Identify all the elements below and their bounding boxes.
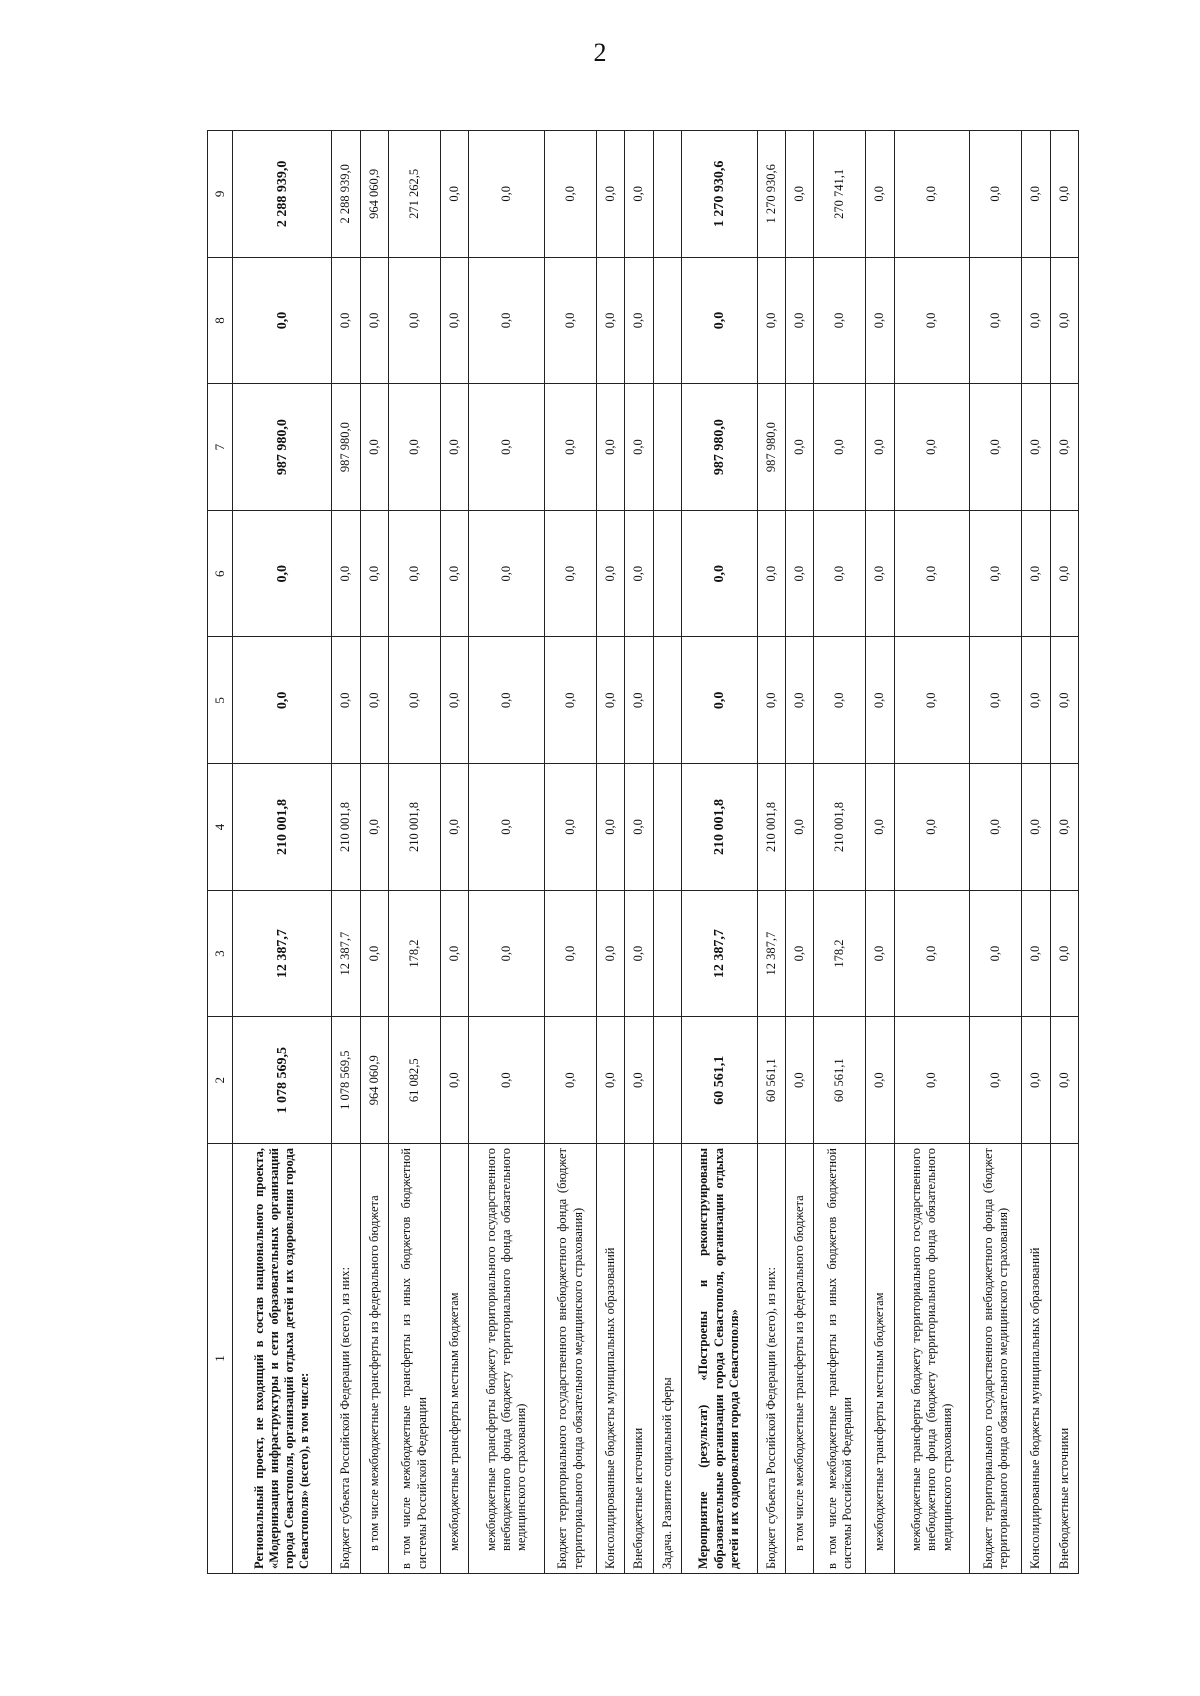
value-cell: 0,0 <box>360 257 388 384</box>
value-cell: 0,0 <box>469 1017 545 1144</box>
table-row <box>332 131 360 1574</box>
value-cell: 0,0 <box>894 890 970 1017</box>
value-cell: 210 001,8 <box>814 764 866 891</box>
value-cell: 0,0 <box>970 637 1022 764</box>
value-cell: 0,0 <box>866 1017 894 1144</box>
value-cell: 0,0 <box>469 257 545 384</box>
value-cell: 0,0 <box>233 510 332 637</box>
value-cell: 210 001,8 <box>233 764 332 891</box>
value-cell: 0,0 <box>1022 131 1050 258</box>
row-label: Задача. Развитие социальной сферы <box>653 1144 681 1574</box>
value-cell: 0,0 <box>866 890 894 1017</box>
value-cell: 12 387,7 <box>757 890 785 1017</box>
value-cell: 0,0 <box>625 890 653 1017</box>
row-label: Бюджет субъекта Российской Федерации (всего), из них: <box>332 1144 360 1574</box>
value-cell: 987 980,0 <box>757 384 785 511</box>
value-cell: 0,0 <box>441 890 469 1017</box>
row-label: Бюджет территориального государственного внебюджетного фонда (бюджет территориального фонда обязательного медицинского страхования) <box>970 1144 1022 1574</box>
value-cell: 0,0 <box>545 384 597 511</box>
value-cell <box>653 637 681 764</box>
value-cell: 0,0 <box>625 764 653 891</box>
value-cell: 0,0 <box>360 890 388 1017</box>
value-cell: 0,0 <box>389 637 441 764</box>
value-cell: 2 288 939,0 <box>233 131 332 258</box>
value-cell: 0,0 <box>360 764 388 891</box>
value-cell: 0,0 <box>597 384 625 511</box>
value-cell: 0,0 <box>545 637 597 764</box>
value-cell: 0,0 <box>597 257 625 384</box>
value-cell: 0,0 <box>866 510 894 637</box>
table-row <box>545 131 597 1574</box>
value-cell: 0,0 <box>970 890 1022 1017</box>
value-cell: 0,0 <box>681 637 757 764</box>
value-cell: 0,0 <box>866 637 894 764</box>
row-label: в том числе межбюджетные трансферты из федерального бюджета <box>785 1144 813 1574</box>
row-label: Бюджет субъекта Российской Федерации (всего), из них: <box>757 1144 785 1574</box>
value-cell: 0,0 <box>545 764 597 891</box>
value-cell: 0,0 <box>814 384 866 511</box>
value-cell: 0,0 <box>469 890 545 1017</box>
value-cell: 0,0 <box>785 1017 813 1144</box>
table-row <box>866 131 894 1574</box>
value-cell: 0,0 <box>597 890 625 1017</box>
value-cell: 178,2 <box>814 890 866 1017</box>
value-cell: 0,0 <box>389 384 441 511</box>
value-cell: 0,0 <box>757 637 785 764</box>
value-cell: 987 980,0 <box>681 384 757 511</box>
value-cell: 0,0 <box>1050 637 1078 764</box>
value-cell: 1 078 569,5 <box>332 1017 360 1144</box>
value-cell: 0,0 <box>866 384 894 511</box>
value-cell: 210 001,8 <box>681 764 757 891</box>
value-cell: 0,0 <box>625 257 653 384</box>
row-label: Внебюджетные источники <box>625 1144 653 1574</box>
value-cell: 0,0 <box>757 257 785 384</box>
value-cell: 0,0 <box>441 637 469 764</box>
value-cell: 0,0 <box>360 384 388 511</box>
column-header: 6 <box>208 510 233 637</box>
value-cell: 0,0 <box>597 131 625 258</box>
value-cell: 60 561,1 <box>681 1017 757 1144</box>
value-cell: 0,0 <box>814 510 866 637</box>
value-cell: 0,0 <box>894 510 970 637</box>
value-cell: 0,0 <box>785 384 813 511</box>
value-cell: 0,0 <box>785 510 813 637</box>
table-row <box>360 131 388 1574</box>
value-cell: 0,0 <box>866 257 894 384</box>
value-cell: 964 060,9 <box>360 131 388 258</box>
value-cell: 271 262,5 <box>389 131 441 258</box>
value-cell: 0,0 <box>625 1017 653 1144</box>
value-cell: 0,0 <box>1050 1017 1078 1144</box>
value-cell: 0,0 <box>360 637 388 764</box>
table-row <box>1022 131 1050 1574</box>
value-cell: 0,0 <box>597 637 625 764</box>
value-cell: 987 980,0 <box>233 384 332 511</box>
value-cell: 0,0 <box>469 764 545 891</box>
column-header: 9 <box>208 131 233 258</box>
table-row <box>653 131 681 1574</box>
value-cell: 0,0 <box>441 257 469 384</box>
value-cell: 0,0 <box>866 131 894 258</box>
value-cell: 0,0 <box>545 890 597 1017</box>
value-cell: 60 561,1 <box>757 1017 785 1144</box>
column-header: 4 <box>208 764 233 891</box>
table-row <box>894 131 970 1574</box>
value-cell: 0,0 <box>469 510 545 637</box>
value-cell: 0,0 <box>1050 890 1078 1017</box>
value-cell: 0,0 <box>545 510 597 637</box>
value-cell: 0,0 <box>389 510 441 637</box>
value-cell: 0,0 <box>545 257 597 384</box>
value-cell: 0,0 <box>233 257 332 384</box>
table-row <box>233 131 332 1574</box>
value-cell: 0,0 <box>441 510 469 637</box>
table-row <box>441 131 469 1574</box>
row-label: межбюджетные трансферты местным бюджетам <box>441 1144 469 1574</box>
value-cell: 12 387,7 <box>681 890 757 1017</box>
value-cell: 0,0 <box>1022 890 1050 1017</box>
value-cell: 0,0 <box>894 1017 970 1144</box>
value-cell <box>653 1017 681 1144</box>
value-cell: 0,0 <box>1050 257 1078 384</box>
value-cell: 0,0 <box>360 510 388 637</box>
table-row <box>757 131 785 1574</box>
value-cell <box>653 257 681 384</box>
value-cell: 2 288 939,0 <box>332 131 360 258</box>
value-cell: 0,0 <box>545 131 597 258</box>
value-cell: 12 387,7 <box>332 890 360 1017</box>
value-cell: 0,0 <box>469 131 545 258</box>
value-cell: 0,0 <box>1022 510 1050 637</box>
table-row <box>469 131 545 1574</box>
row-label: в том числе межбюджетные трансферты из иных бюджетов бюджетной системы Российской Федерации <box>389 1144 441 1574</box>
row-label: Консолидированные бюджеты муниципальных образований <box>1022 1144 1050 1574</box>
row-label: межбюджетные трансферты местным бюджетам <box>866 1144 894 1574</box>
row-label: межбюджетные трансферты бюджету территориального государственного внебюджетного фонда (бюджету территориального фонда обязательного медицинского страхования) <box>469 1144 545 1574</box>
row-label: Консолидированные бюджеты муниципальных образований <box>597 1144 625 1574</box>
value-cell: 0,0 <box>970 384 1022 511</box>
value-cell: 0,0 <box>545 1017 597 1144</box>
table-body <box>233 131 1079 1574</box>
value-cell: 0,0 <box>785 257 813 384</box>
value-cell: 0,0 <box>1050 510 1078 637</box>
value-cell: 1 270 930,6 <box>757 131 785 258</box>
row-label: Региональный проект, не входящий в состав национального проекта, «Модернизация инфраструктуры и сети образовательных организаций города Севастополя, организаций отдыха детей и их оздоровления города Севастополя» (всего), в том числе: <box>233 1144 332 1574</box>
column-header: 2 <box>208 1017 233 1144</box>
value-cell: 0,0 <box>785 131 813 258</box>
value-cell: 0,0 <box>332 510 360 637</box>
value-cell: 0,0 <box>894 131 970 258</box>
value-cell: 0,0 <box>1050 764 1078 891</box>
value-cell: 0,0 <box>785 764 813 891</box>
value-cell: 0,0 <box>389 257 441 384</box>
value-cell: 0,0 <box>866 764 894 891</box>
row-label: в том числе межбюджетные трансферты из иных бюджетов бюджетной системы Российской Федерации <box>814 1144 866 1574</box>
value-cell <box>653 131 681 258</box>
table-row <box>1050 131 1078 1574</box>
value-cell: 987 980,0 <box>332 384 360 511</box>
value-cell: 0,0 <box>757 510 785 637</box>
value-cell: 61 082,5 <box>389 1017 441 1144</box>
table-row <box>681 131 757 1574</box>
value-cell: 0,0 <box>1050 131 1078 258</box>
value-cell <box>653 890 681 1017</box>
value-cell: 0,0 <box>894 637 970 764</box>
value-cell: 0,0 <box>625 384 653 511</box>
value-cell: 0,0 <box>332 257 360 384</box>
value-cell <box>653 384 681 511</box>
value-cell: 0,0 <box>970 131 1022 258</box>
row-label: Внебюджетные источники <box>1050 1144 1078 1574</box>
value-cell: 0,0 <box>1022 1017 1050 1144</box>
value-cell: 1 078 569,5 <box>233 1017 332 1144</box>
table-frame <box>207 130 1079 1574</box>
table-row <box>814 131 866 1574</box>
table-row <box>597 131 625 1574</box>
value-cell: 210 001,8 <box>332 764 360 891</box>
value-cell: 0,0 <box>785 637 813 764</box>
value-cell: 60 561,1 <box>814 1017 866 1144</box>
value-cell: 0,0 <box>441 384 469 511</box>
value-cell: 964 060,9 <box>360 1017 388 1144</box>
table-row <box>970 131 1022 1574</box>
value-cell: 0,0 <box>681 257 757 384</box>
value-cell: 0,0 <box>785 890 813 1017</box>
value-cell: 0,0 <box>894 257 970 384</box>
value-cell: 0,0 <box>625 637 653 764</box>
value-cell: 0,0 <box>597 510 625 637</box>
column-header: 3 <box>208 890 233 1017</box>
value-cell: 0,0 <box>894 384 970 511</box>
value-cell: 1 270 930,6 <box>681 131 757 258</box>
value-cell: 12 387,7 <box>233 890 332 1017</box>
value-cell: 0,0 <box>970 1017 1022 1144</box>
column-header: 8 <box>208 257 233 384</box>
value-cell: 0,0 <box>970 257 1022 384</box>
table-row <box>785 131 813 1574</box>
value-cell: 0,0 <box>625 510 653 637</box>
value-cell: 0,0 <box>814 637 866 764</box>
value-cell: 0,0 <box>469 384 545 511</box>
value-cell: 0,0 <box>1022 764 1050 891</box>
value-cell: 0,0 <box>332 637 360 764</box>
column-number-row <box>208 131 233 1574</box>
value-cell: 0,0 <box>970 510 1022 637</box>
value-cell: 0,0 <box>1050 384 1078 511</box>
value-cell <box>653 764 681 891</box>
table-row <box>625 131 653 1574</box>
column-header: 5 <box>208 637 233 764</box>
value-cell: 178,2 <box>389 890 441 1017</box>
value-cell: 0,0 <box>233 637 332 764</box>
value-cell: 0,0 <box>681 510 757 637</box>
page-number: 2 <box>593 38 607 67</box>
value-cell: 0,0 <box>597 764 625 891</box>
value-cell: 0,0 <box>441 1017 469 1144</box>
value-cell: 210 001,8 <box>389 764 441 891</box>
budget-table <box>207 130 1079 1574</box>
value-cell: 0,0 <box>1022 637 1050 764</box>
row-label: в том числе межбюджетные трансферты из федерального бюджета <box>360 1144 388 1574</box>
value-cell: 0,0 <box>625 131 653 258</box>
rotated-table-container <box>207 130 1079 1574</box>
row-label: Мероприятие (результат) «Построены и реконструированы образовательные организации города Севастополя, организации отдыха детей и их оздоровления города Севастополя» <box>681 1144 757 1574</box>
value-cell: 0,0 <box>441 764 469 891</box>
value-cell: 0,0 <box>441 131 469 258</box>
value-cell: 0,0 <box>814 257 866 384</box>
value-cell: 0,0 <box>1022 257 1050 384</box>
column-header: 1 <box>208 1144 233 1574</box>
table-row <box>389 131 441 1574</box>
value-cell <box>653 510 681 637</box>
value-cell: 210 001,8 <box>757 764 785 891</box>
value-cell: 0,0 <box>469 637 545 764</box>
value-cell: 0,0 <box>970 764 1022 891</box>
value-cell: 270 741,1 <box>814 131 866 258</box>
value-cell: 0,0 <box>1022 384 1050 511</box>
value-cell: 0,0 <box>894 764 970 891</box>
row-label: межбюджетные трансферты бюджету территориального государственного внебюджетного фонда (бюджету территориального фонда обязательного медицинского страхования) <box>894 1144 970 1574</box>
column-header: 7 <box>208 384 233 511</box>
row-label: Бюджет территориального государственного внебюджетного фонда (бюджет территориального фонда обязательного медицинского страхования) <box>545 1144 597 1574</box>
value-cell: 0,0 <box>597 1017 625 1144</box>
